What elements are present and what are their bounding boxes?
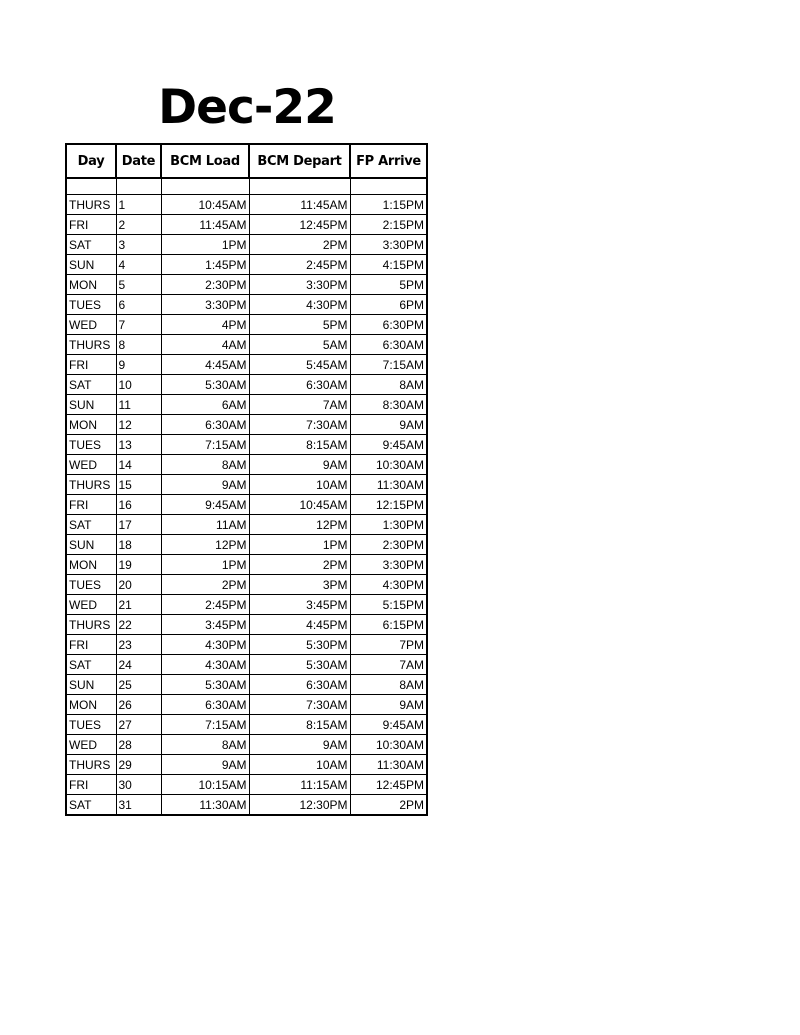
cell-date: 7 — [116, 315, 161, 335]
cell-date: 4 — [116, 255, 161, 275]
cell-day: WED — [66, 595, 116, 615]
cell-date: 16 — [116, 495, 161, 515]
cell-bcm-load: 2:30PM — [161, 275, 249, 295]
table-row — [66, 655, 427, 675]
cell-day: MON — [66, 695, 116, 715]
cell-date: 11 — [116, 395, 161, 415]
table-row — [66, 195, 427, 215]
table-row — [66, 755, 427, 775]
cell-fp-arrive: 3:30PM — [350, 235, 427, 255]
cell-bcm-load: 7:15AM — [161, 715, 249, 735]
cell-fp-arrive: 11:30AM — [350, 475, 427, 495]
cell-bcm-load: 5:30AM — [161, 675, 249, 695]
cell-fp-arrive: 12:15PM — [350, 495, 427, 515]
table-row — [66, 315, 427, 335]
cell-bcm-load: 8AM — [161, 735, 249, 755]
cell-bcm-load: 6:30AM — [161, 695, 249, 715]
cell-bcm-load: 7:15AM — [161, 435, 249, 455]
cell-fp-arrive: 7PM — [350, 635, 427, 655]
cell-fp-arrive: 8AM — [350, 675, 427, 695]
cell-day: SUN — [66, 255, 116, 275]
cell-day: WED — [66, 735, 116, 755]
cell-bcm-load: 4AM — [161, 335, 249, 355]
cell-bcm-depart: 5:30AM — [249, 655, 350, 675]
table-row — [66, 255, 427, 275]
cell-fp-arrive: 9AM — [350, 415, 427, 435]
cell-bcm-depart: 8:15AM — [249, 715, 350, 735]
cell-date: 17 — [116, 515, 161, 535]
cell-date: 3 — [116, 235, 161, 255]
spacer-row — [66, 178, 427, 195]
cell-fp-arrive: 9AM — [350, 695, 427, 715]
cell-date: 27 — [116, 715, 161, 735]
cell-bcm-load: 3:45PM — [161, 615, 249, 635]
cell-date: 13 — [116, 435, 161, 455]
cell-bcm-load: 2PM — [161, 575, 249, 595]
table-row — [66, 215, 427, 235]
cell-date: 30 — [116, 775, 161, 795]
cell-date: 19 — [116, 555, 161, 575]
table-row — [66, 535, 427, 555]
schedule-table — [65, 143, 428, 816]
cell-fp-arrive: 4:15PM — [350, 255, 427, 275]
cell-bcm-load: 1PM — [161, 235, 249, 255]
header-fp-arrive: FP Arrive — [350, 144, 427, 178]
cell-bcm-load: 4:30PM — [161, 635, 249, 655]
cell-bcm-depart: 2PM — [249, 555, 350, 575]
cell-date: 15 — [116, 475, 161, 495]
cell-day: TUES — [66, 575, 116, 595]
cell-date: 20 — [116, 575, 161, 595]
cell-date: 1 — [116, 195, 161, 215]
cell-bcm-depart: 9AM — [249, 455, 350, 475]
cell-bcm-depart: 7:30AM — [249, 415, 350, 435]
cell-day: WED — [66, 315, 116, 335]
cell-bcm-depart: 5AM — [249, 335, 350, 355]
table-row — [66, 435, 427, 455]
table-row — [66, 455, 427, 475]
cell-bcm-load: 9AM — [161, 475, 249, 495]
table-row — [66, 555, 427, 575]
table-row — [66, 775, 427, 795]
cell-bcm-load: 2:45PM — [161, 595, 249, 615]
cell-fp-arrive: 5PM — [350, 275, 427, 295]
cell-bcm-depart: 7:30AM — [249, 695, 350, 715]
cell-day: SAT — [66, 655, 116, 675]
cell-bcm-depart: 3:30PM — [249, 275, 350, 295]
cell-bcm-load: 8AM — [161, 455, 249, 475]
page-title: Dec-22 — [158, 80, 336, 135]
cell-day: MON — [66, 275, 116, 295]
cell-fp-arrive: 10:30AM — [350, 735, 427, 755]
cell-bcm-depart: 10:45AM — [249, 495, 350, 515]
cell-day: SAT — [66, 375, 116, 395]
cell-day: FRI — [66, 215, 116, 235]
cell-date: 31 — [116, 795, 161, 816]
cell-bcm-depart: 7AM — [249, 395, 350, 415]
cell-bcm-load: 12PM — [161, 535, 249, 555]
cell-bcm-load: 3:30PM — [161, 295, 249, 315]
cell-day: THURS — [66, 475, 116, 495]
cell-bcm-depart: 6:30AM — [249, 375, 350, 395]
cell-bcm-load: 11AM — [161, 515, 249, 535]
cell-date: 24 — [116, 655, 161, 675]
table-row — [66, 415, 427, 435]
cell-bcm-load: 9:45AM — [161, 495, 249, 515]
cell-date: 26 — [116, 695, 161, 715]
cell-bcm-depart: 5PM — [249, 315, 350, 335]
cell-bcm-load: 10:15AM — [161, 775, 249, 795]
table-body — [66, 178, 427, 815]
cell-bcm-depart: 5:30PM — [249, 635, 350, 655]
cell-bcm-load: 6AM — [161, 395, 249, 415]
cell-day: TUES — [66, 435, 116, 455]
cell-date: 28 — [116, 735, 161, 755]
table-row — [66, 355, 427, 375]
cell-date: 2 — [116, 215, 161, 235]
cell-date: 14 — [116, 455, 161, 475]
cell-fp-arrive: 9:45AM — [350, 435, 427, 455]
cell-fp-arrive: 2:30PM — [350, 535, 427, 555]
cell-day: FRI — [66, 355, 116, 375]
table-row — [66, 235, 427, 255]
cell-bcm-depart: 8:15AM — [249, 435, 350, 455]
header-day: Day — [66, 144, 116, 178]
cell-bcm-depart: 4:30PM — [249, 295, 350, 315]
table-row — [66, 735, 427, 755]
cell-day: MON — [66, 555, 116, 575]
cell-bcm-load: 11:45AM — [161, 215, 249, 235]
cell-fp-arrive: 12:45PM — [350, 775, 427, 795]
table-row — [66, 575, 427, 595]
cell-fp-arrive: 2PM — [350, 795, 427, 816]
cell-date: 6 — [116, 295, 161, 315]
table-row — [66, 275, 427, 295]
cell-date: 25 — [116, 675, 161, 695]
cell-date: 23 — [116, 635, 161, 655]
cell-date: 12 — [116, 415, 161, 435]
cell-bcm-load: 5:30AM — [161, 375, 249, 395]
cell-bcm-load: 4:45AM — [161, 355, 249, 375]
cell-bcm-depart: 11:45AM — [249, 195, 350, 215]
cell-fp-arrive: 6:30AM — [350, 335, 427, 355]
cell-date: 5 — [116, 275, 161, 295]
table-row — [66, 295, 427, 315]
cell-bcm-depart: 12:45PM — [249, 215, 350, 235]
cell-fp-arrive: 1:15PM — [350, 195, 427, 215]
cell-fp-arrive: 9:45AM — [350, 715, 427, 735]
cell-bcm-depart: 3:45PM — [249, 595, 350, 615]
cell-fp-arrive: 5:15PM — [350, 595, 427, 615]
cell-fp-arrive: 4:30PM — [350, 575, 427, 595]
cell-fp-arrive: 8AM — [350, 375, 427, 395]
cell-fp-arrive: 6:15PM — [350, 615, 427, 635]
cell-bcm-depart: 3PM — [249, 575, 350, 595]
cell-day: SAT — [66, 515, 116, 535]
cell-bcm-load: 1:45PM — [161, 255, 249, 275]
cell-day: SUN — [66, 395, 116, 415]
cell-bcm-load: 1PM — [161, 555, 249, 575]
cell-date: 18 — [116, 535, 161, 555]
cell-bcm-depart: 10AM — [249, 475, 350, 495]
cell-bcm-depart: 6:30AM — [249, 675, 350, 695]
cell-date: 29 — [116, 755, 161, 775]
cell-date: 10 — [116, 375, 161, 395]
cell-day: THURS — [66, 615, 116, 635]
cell-bcm-depart: 9AM — [249, 735, 350, 755]
cell-bcm-depart: 5:45AM — [249, 355, 350, 375]
cell-day: WED — [66, 455, 116, 475]
cell-bcm-load: 4:30AM — [161, 655, 249, 675]
table-row — [66, 375, 427, 395]
cell-fp-arrive: 8:30AM — [350, 395, 427, 415]
cell-day: SUN — [66, 535, 116, 555]
table-row — [66, 675, 427, 695]
table-row — [66, 695, 427, 715]
table-row — [66, 335, 427, 355]
table-row — [66, 395, 427, 415]
table-row — [66, 615, 427, 635]
cell-day: SAT — [66, 235, 116, 255]
cell-fp-arrive: 7AM — [350, 655, 427, 675]
cell-bcm-load: 9AM — [161, 755, 249, 775]
header-row — [66, 144, 427, 178]
cell-fp-arrive: 7:15AM — [350, 355, 427, 375]
cell-day: THURS — [66, 195, 116, 215]
table-row — [66, 595, 427, 615]
table-row — [66, 515, 427, 535]
cell-day: FRI — [66, 775, 116, 795]
cell-bcm-depart: 12PM — [249, 515, 350, 535]
cell-bcm-load: 6:30AM — [161, 415, 249, 435]
table-row — [66, 495, 427, 515]
table-row — [66, 475, 427, 495]
cell-day: FRI — [66, 635, 116, 655]
cell-bcm-depart: 2PM — [249, 235, 350, 255]
cell-bcm-depart: 4:45PM — [249, 615, 350, 635]
cell-day: TUES — [66, 715, 116, 735]
table-row — [66, 715, 427, 735]
cell-day: FRI — [66, 495, 116, 515]
cell-fp-arrive: 6PM — [350, 295, 427, 315]
cell-day: SUN — [66, 675, 116, 695]
header-bcm-depart: BCM Depart — [249, 144, 350, 178]
cell-fp-arrive: 3:30PM — [350, 555, 427, 575]
header-bcm-load: BCM Load — [161, 144, 249, 178]
cell-date: 22 — [116, 615, 161, 635]
cell-bcm-depart: 2:45PM — [249, 255, 350, 275]
cell-bcm-load: 10:45AM — [161, 195, 249, 215]
cell-fp-arrive: 11:30AM — [350, 755, 427, 775]
cell-fp-arrive: 6:30PM — [350, 315, 427, 335]
table-row — [66, 635, 427, 655]
cell-date: 8 — [116, 335, 161, 355]
cell-date: 21 — [116, 595, 161, 615]
cell-bcm-depart: 12:30PM — [249, 795, 350, 816]
table-row — [66, 795, 427, 816]
header-date: Date — [116, 144, 161, 178]
cell-bcm-depart: 11:15AM — [249, 775, 350, 795]
cell-fp-arrive: 2:15PM — [350, 215, 427, 235]
cell-fp-arrive: 1:30PM — [350, 515, 427, 535]
cell-bcm-depart: 10AM — [249, 755, 350, 775]
cell-day: THURS — [66, 335, 116, 355]
cell-bcm-load: 4PM — [161, 315, 249, 335]
cell-day: SAT — [66, 795, 116, 816]
cell-bcm-depart: 1PM — [249, 535, 350, 555]
cell-date: 9 — [116, 355, 161, 375]
cell-bcm-load: 11:30AM — [161, 795, 249, 816]
cell-day: MON — [66, 415, 116, 435]
cell-fp-arrive: 10:30AM — [350, 455, 427, 475]
cell-day: TUES — [66, 295, 116, 315]
cell-day: THURS — [66, 755, 116, 775]
